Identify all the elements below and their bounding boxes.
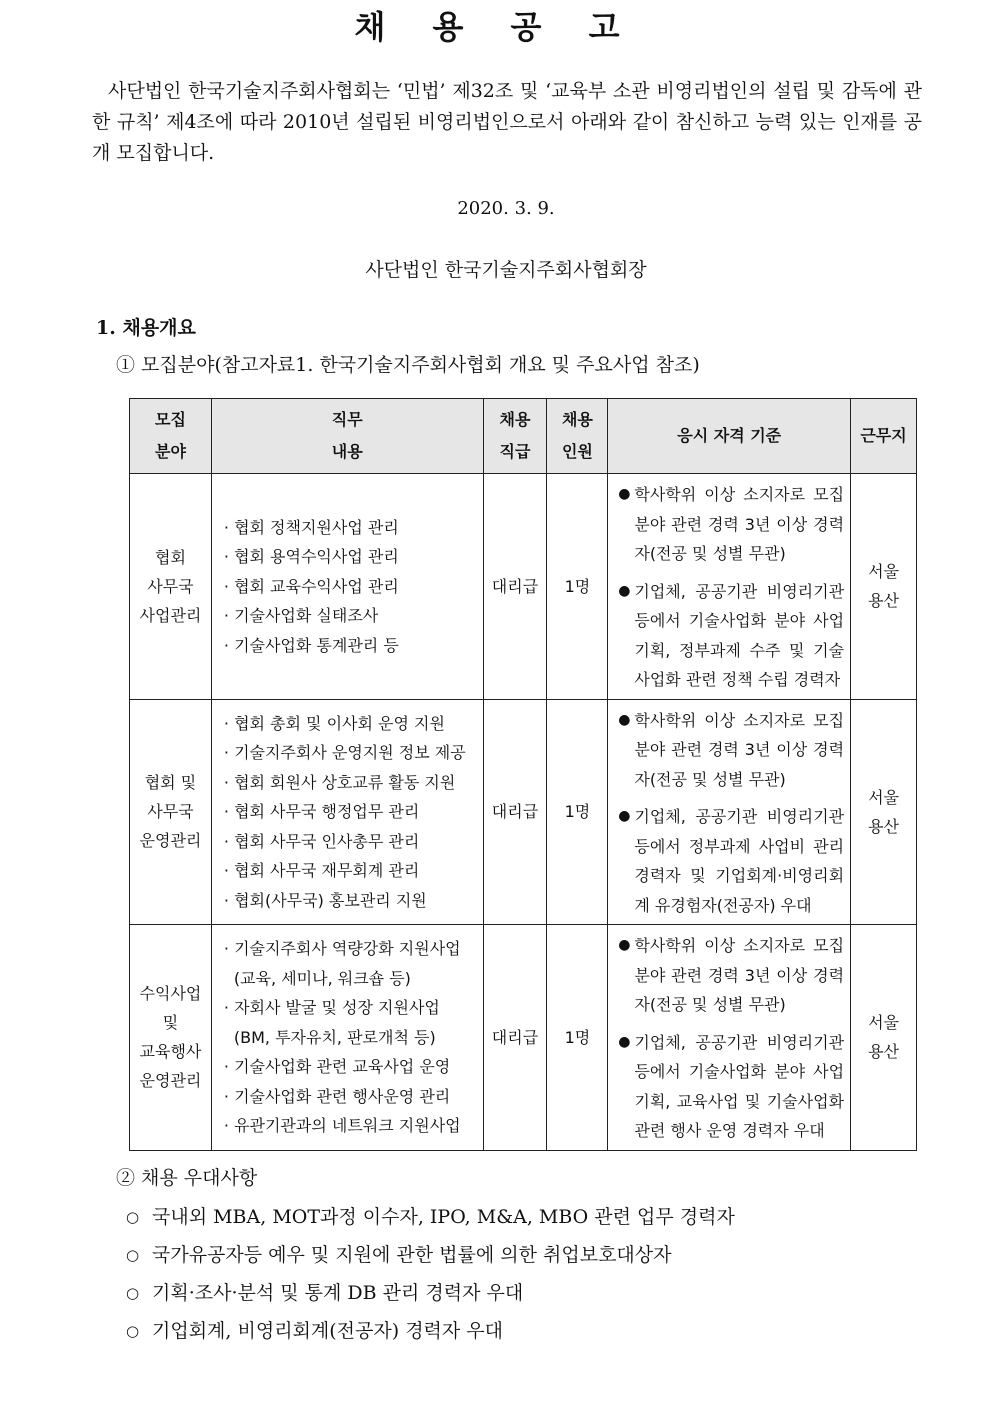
duties-cell: · 협회 정책지원사업 관리 · 협회 용역수익사업 관리 · 협회 교육수익사업 관리 · 기술사업화 실태조사 · 기술사업화 통계관리 등 [211, 474, 483, 700]
duties-cell: · 협회 총회 및 이사회 운영 지원 · 기술지주회사 운영지원 정보 제공 · 협회 회원사 상호교류 활동 지원 · 협회 사무국 행정업무 관리 · 협회 사무국 인사총무 관리 · 협회 사무국 재무회계 관리 · 협회(사무국) 홍보관리 지원 [211, 699, 483, 925]
field-cell: 수익사업 및 교육행사 운영관리 [130, 925, 212, 1151]
list-item: ○ 국내외 MBA, MOT과정 이수자, IPO, M&A, MBO 관련 업무 경력자 [126, 1200, 735, 1238]
count-cell: 1명 [547, 474, 608, 700]
grade-cell: 대리급 [483, 925, 547, 1151]
bullet-dot-icon: ● [618, 937, 631, 953]
qualification-item: ● 학사학위 이상 소지자로 모집 분야 관련 경력 3년 이상 경력자(전공 및 성별 무관) [614, 480, 844, 569]
circle-bullet-icon: ○ [126, 1246, 140, 1264]
preference-list [126, 1200, 735, 1352]
qualifications-cell [608, 925, 851, 1151]
qualification-item: ● 학사학위 이상 소지자로 모집 분야 관련 경력 3년 이상 경력자(전공 및 성별 무관) [614, 706, 844, 795]
announcement-date: 2020. 3. 9. [457, 198, 555, 219]
subsection-heading-preferences: ② 채용 우대사항 [116, 1167, 258, 1189]
qualification-item: ● 학사학위 이상 소지자로 모집 분야 관련 경력 3년 이상 경력자(전공 및 성별 무관) [614, 931, 844, 1020]
circle-bullet-icon: ○ [126, 1208, 140, 1226]
qualifications-cell [608, 474, 851, 700]
table-row [130, 474, 917, 700]
qualification-item: ● 기업체, 공공기관 비영리기관 등에서 정부과제 사업비 관리 경력자 및 기업회계·비영리회계 유경험자(전공자) 우대 [614, 802, 844, 920]
table-header-row [130, 399, 917, 474]
intro-text: 사단법인 한국기술지주회사협회는 ‘민법’ 제32조 및 ‘교육부 소관 비영리법인의 설립 및 감독에 관한 규칙’ 제4조에 따라 2010년 설립된 비영리법인으로서 아래와 같이 참신하고 능력 있는 인재를 공개 모집합니다. [92, 80, 922, 164]
list-item: ○ 국가유공자등 예우 및 지원에 관한 법률에 의한 취업보호대상자 [126, 1238, 735, 1276]
bullet-dot-icon: ● [618, 711, 631, 728]
count-cell: 1명 [547, 925, 608, 1151]
circle-bullet-icon: ○ [126, 1284, 140, 1302]
header-grade: 채용 직급 [483, 399, 547, 474]
field-cell: 협회 사무국 사업관리 [130, 474, 212, 700]
bullet-dot-icon: ● [618, 486, 631, 502]
location-cell: 서울 용산 [851, 925, 917, 1151]
field-cell: 협회 및 사무국 운영관리 [130, 699, 212, 925]
section-heading: 1. 채용개요 [96, 317, 196, 339]
bullet-dot-icon: ● [618, 808, 631, 824]
header-count: 채용 인원 [547, 399, 608, 474]
qualification-item: ● 기업체, 공공기관 비영리기관 등에서 기술사업화 분야 사업 기획, 교육사업 및 기술사업화 관련 행사 운영 경력자 우대 [614, 1028, 844, 1146]
grade-cell: 대리급 [483, 699, 547, 925]
qualifications-cell [608, 699, 851, 925]
bullet-dot-icon: ● [618, 1033, 631, 1050]
page-title: 채 용 공 고 [354, 8, 638, 46]
header-qualifications: 응시 자격 기준 [608, 399, 851, 474]
duties-cell: · 기술지주회사 역량강화 지원사업 (교육, 세미나, 워크숍 등) · 자회사 발굴 및 성장 지원사업 (BM, 투자유치, 판로개척 등) · 기술사업화 관련 교육사업 운영 · 기술사업화 관련 행사운영 관리 · 유관기관과의 네트워크 지원사업 [211, 925, 483, 1151]
header-duties: 직무 내용 [211, 399, 483, 474]
subsection-heading-recruitment: ① 모집분야(참고자료1. 한국기술지주회사협회 개요 및 주요사업 참조) [116, 354, 700, 376]
circle-bullet-icon: ○ [126, 1322, 140, 1340]
qualification-item: ● 기업체, 공공기관 비영리기관 등에서 기술사업화 분야 사업 기획, 정부과제 수주 및 기술사업화 관련 정책 수립 경력자 [614, 577, 844, 695]
intro-paragraph [92, 76, 922, 169]
header-location: 근무지 [851, 399, 917, 474]
bullet-dot-icon: ● [618, 582, 631, 599]
list-item: ○ 기업회계, 비영리회계(전공자) 경력자 우대 [126, 1314, 735, 1352]
grade-cell: 대리급 [483, 474, 547, 700]
recruitment-table [129, 398, 917, 1151]
location-cell: 서울 용산 [851, 474, 917, 700]
count-cell: 1명 [547, 699, 608, 925]
location-cell: 서울 용산 [851, 699, 917, 925]
table-row [130, 925, 917, 1151]
signature: 사단법인 한국기술지주회사협회장 [365, 259, 647, 281]
header-field: 모집 분야 [130, 399, 212, 474]
table-row [130, 699, 917, 925]
list-item: ○ 기획·조사·분석 및 통계 DB 관리 경력자 우대 [126, 1276, 735, 1314]
